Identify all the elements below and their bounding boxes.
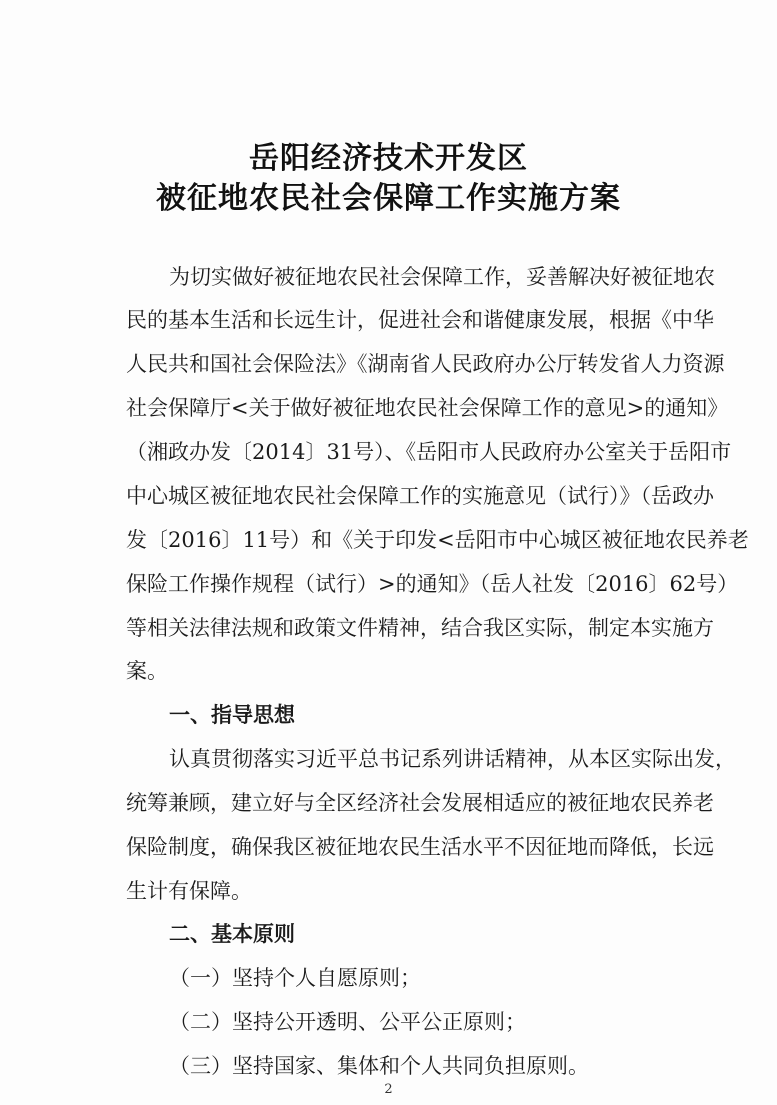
list-item: （二）坚持公开透明、公平公正原则； xyxy=(169,1010,526,1034)
page-number: 2 xyxy=(384,1082,393,1097)
paragraph-line: 发〔2016〕11号）和《关于印发<岳阳市中心城区被征地农民养老 xyxy=(126,528,749,552)
paragraph-line: 保险工作操作规程（试行）>的通知》（岳人社发〔2016〕62号） xyxy=(126,572,739,596)
paragraph-line: 人民共和国社会保险法》《湖南省人民政府办公厅转发省人力资源 xyxy=(126,352,725,376)
paragraph-line: （湘政办发〔2014〕31号）、《岳阳市人民政府办公室关于岳阳市 xyxy=(126,440,732,464)
paragraph-line: 等相关法律法规和政策文件精神，结合我区实际，制定本实施方 xyxy=(126,616,714,640)
paragraph-line: 保险制度，确保我区被征地农民生活水平不因征地而降低，长远 xyxy=(126,835,714,859)
paragraph-line: 为切实做好被征地农民社会保障工作，妥善解决好被征地农 xyxy=(169,265,715,289)
paragraph-line: 认真贯彻落实习近平总书记系列讲话精神，从本区实际出发， xyxy=(169,747,736,771)
paragraph-line: 中心城区被征地农民社会保障工作的实施意见（试行）》（岳政办 xyxy=(126,484,714,508)
list-item: （三）坚持国家、集体和个人共同负担原则。 xyxy=(169,1054,589,1078)
document-title-line-1: 岳阳经济技术开发区 xyxy=(249,141,528,176)
section-heading-basic-principles: 二、基本原则 xyxy=(169,922,295,946)
paragraph-line: 案。 xyxy=(126,659,168,683)
document-title-line-2: 被征地农民社会保障工作实施方案 xyxy=(156,181,621,216)
paragraph-line: 民的基本生活和长远生计，促进社会和谐健康发展，根据《中华 xyxy=(126,308,714,332)
section-heading-guiding-ideology: 一、指导思想 xyxy=(169,703,295,727)
paragraph-line: 生计有保障。 xyxy=(126,879,252,903)
paragraph-line: 社会保障厅<关于做好被征地农民社会保障工作的意见>的通知》 xyxy=(126,396,729,420)
list-item: （一）坚持个人自愿原则； xyxy=(169,966,421,990)
paragraph-line: 统筹兼顾，建立好与全区经济社会发展相适应的被征地农民养老 xyxy=(126,791,714,815)
